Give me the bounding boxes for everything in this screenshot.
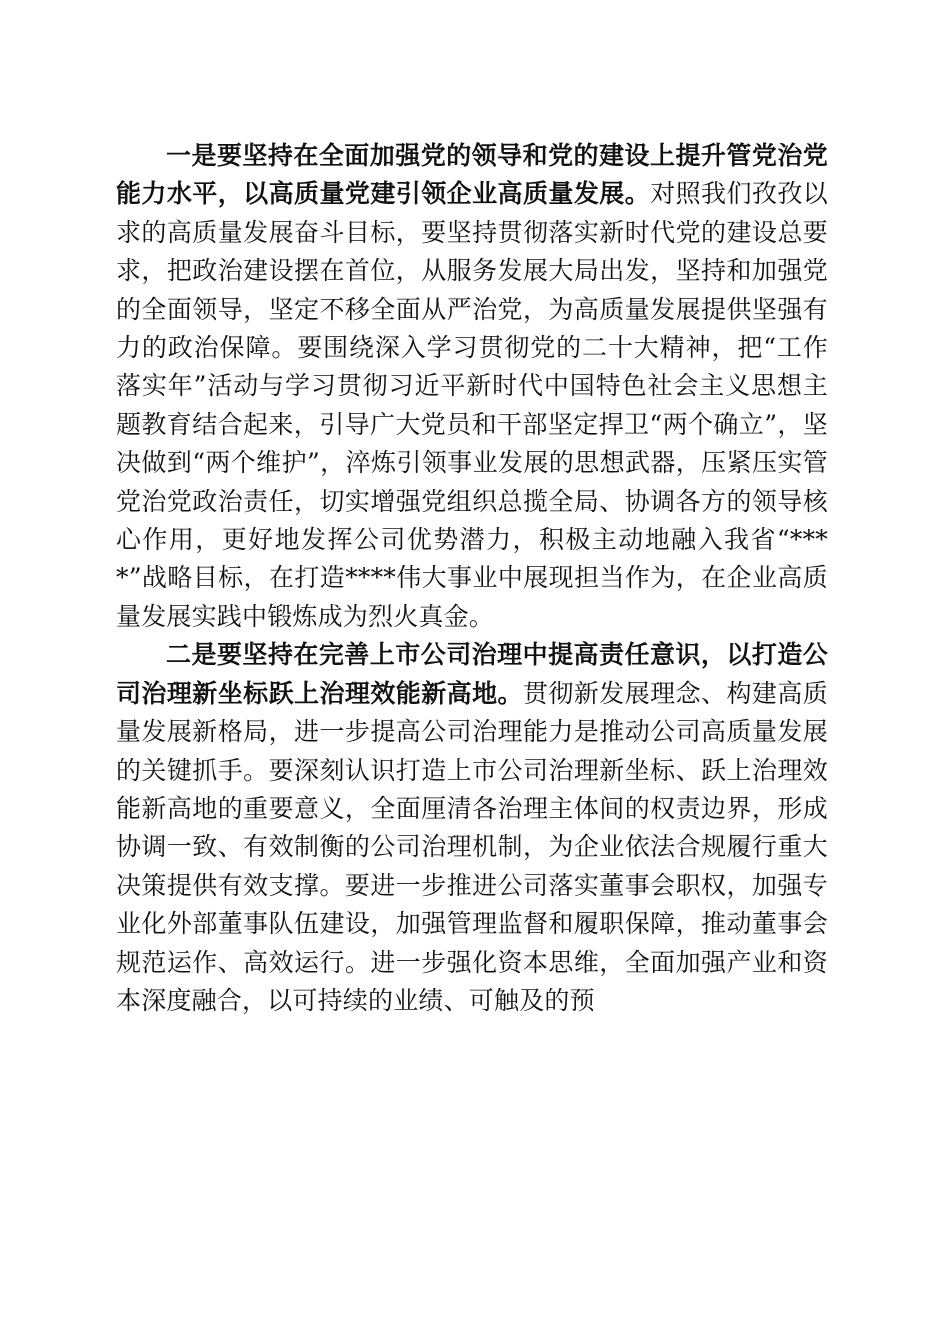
paragraph-2-lead: 二是要坚持在完善上市公司治理中提高责任意识，以打造公司治理新坐标跃上治理效能新高地。 <box>116 640 828 708</box>
paragraph-2-body: 贯彻新发展理念、构建高质量发展新格局，进一步提高公司治理能力是推动公司高质量发展的关键抓手。要深刻认识打造上市公司治理新坐标、跃上治理效能新高地的重要意义，全面厘清各治理主体间的权责边界，形成协调一致、有效制衡的公司治理机制，为企业依法合规履行重大决策提供有效支撑。要进一步推进公司落实董事会职权，加强专业化外部董事队伍建设，加强管理监督和履职保障，推动董事会规范运作、高效运行。进一步强化资本思维，全面加强产业和资本深度融合，以可持续的业绩、可触及的预 <box>116 678 829 1015</box>
paragraph-1 <box>116 137 828 636</box>
paragraph-1-lead: 一是要坚持在全面加强党的领导和党的建设上提升管党治党能力水平，以高质量党建引领企业高质量发展。 <box>116 141 828 209</box>
document-page <box>116 137 828 1020</box>
paragraph-2 <box>116 636 828 1020</box>
paragraph-1-body: 对照我们孜孜以求的高质量发展奋斗目标，要坚持贯彻落实新时代党的建设总要求，把政治建设摆在首位，从服务发展大局出发，坚持和加强党的全面领导，坚定不移全面从严治党，为高质量发展提供坚强有力的政治保障。要围绕深入学习贯彻党的二十大精神，把“工作落实年”活动与学习贯彻习近平新时代中国特色社会主义思想主题教育结合起来，引导广大党员和干部坚定捍卫“两个确立”，坚决做到“两个维护”，淬炼引领事业发展的思想武器，压紧压实管党治党政治责任，切实增强党组织总揽全局、协调各方的领导核心作用，更好地发挥公司优势潜力，积极主动地融入我省“****”战略目标，在打造****伟大事业中展现担当作为，在企业高质量发展实践中锻炼成为烈火真金。 <box>116 179 829 631</box>
